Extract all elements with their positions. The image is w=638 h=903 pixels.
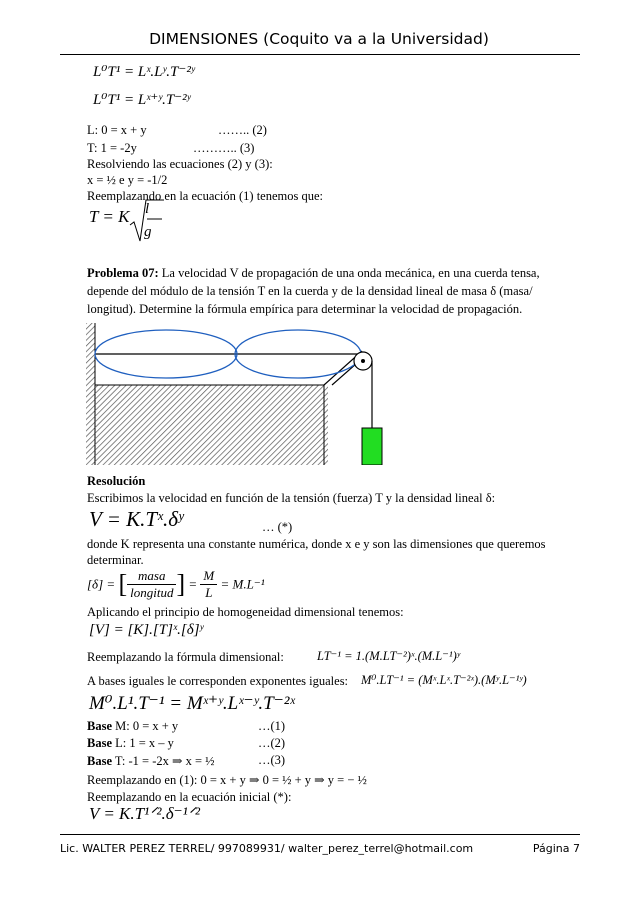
problem-07-line-1	[87, 266, 540, 281]
equation-velocity-ref: … (*)	[262, 520, 293, 534]
text-resolving: Resolviendo las ecuaciones (2) y (3):	[87, 157, 273, 171]
equation-exponents: M⁰.L¹.T⁻¹ = Mˣ⁺ʸ.Lˣ⁻ʸ.T⁻²ˣ	[89, 693, 295, 714]
equation-velocity: V = K.Tˣ.δʸ	[89, 507, 184, 531]
problem-07-label: Problema 07:	[87, 266, 159, 280]
base-l-ref: …(2)	[258, 736, 286, 750]
equation-dimensional-1: L⁰T¹ = Lˣ.Lʸ.T⁻²ʸ	[93, 64, 195, 80]
base-t-ref: …(3)	[258, 753, 286, 767]
footer-author: Lic. WALTER PEREZ TERREL/ 997089931/ walter_perez_terrel@hotmail.com	[60, 842, 474, 855]
resolution-line-2: donde K representa una constante numérica, donde x e y son las dimensiones que queremos	[87, 537, 546, 551]
problem-07-line-3: longitud). Determine la fórmula empírica para determinar la velocidad de propagación.	[87, 302, 523, 316]
base-l-line: Base L: 1 = x – y	[87, 736, 174, 750]
resolution-line-6: A bases iguales le corresponden exponentes iguales:	[87, 674, 349, 688]
hanging-mass	[362, 428, 382, 465]
resolution-line-1: Escribimos la velocidad en función de la tensión (fuerza) T y la densidad lineal δ:	[87, 491, 496, 505]
text-solution-xy: x = ½ e y = -1/2	[87, 173, 168, 187]
equation-ref-3: ……….. (3)	[193, 141, 255, 155]
sqrt-denominator: g	[144, 224, 152, 240]
density-fraction-2: $\frac{M}{L}$	[200, 568, 217, 601]
equation-line-T: T: 1 = -2y	[87, 141, 137, 155]
header-rule	[60, 54, 580, 55]
page-header-title: DIMENSIONES (Coquito va a la Universidad)	[149, 30, 489, 48]
problem-07-text-1: La velocidad V de propagación de una onda mecánica, en una cuerda tensa,	[158, 266, 540, 280]
footer-rule	[60, 834, 580, 835]
problem-07-line-2: depende del módulo de la tensión T en la cuerda y de la densidad lineal de masa δ (masa/	[87, 284, 533, 298]
formula-period	[89, 207, 129, 227]
resolution-line-8: Reemplazando en la ecuación inicial (*):	[87, 790, 292, 804]
wave-rope-figure	[86, 323, 416, 465]
table-block	[95, 385, 328, 465]
resolution-line-3: determinar.	[87, 553, 144, 567]
resolution-line-4: Aplicando el principio de homogeneidad dimensional tenemos:	[87, 605, 404, 619]
resolution-label: Resolución	[87, 474, 146, 488]
equation-replaced: LT⁻¹ = 1.(M.LT⁻²)ˣ.(M.L⁻¹)ʸ	[317, 649, 460, 663]
resolution-line-5: Reemplazando la fórmula dimensional:	[87, 650, 284, 664]
text-replacing-eq1: Reemplazando en la ecuación (1) tenemos que:	[87, 189, 324, 203]
resolution-line-7: Reemplazando en (1): 0 = x + y ⇒ 0 = ½ + y ⇒ y = − ½	[87, 773, 367, 787]
density-fraction-1: $\frac{\text{masa}}{\text{longitud}}$	[127, 568, 176, 601]
equation-ref-2: …….. (2)	[218, 123, 267, 137]
equation-dimensional-2: L⁰T¹ = Lˣ⁺ʸ.T⁻²ʸ	[93, 92, 191, 108]
base-m-line: Base M: 0 = x + y	[87, 719, 179, 733]
formula-period-lhs: T = K	[89, 207, 130, 226]
base-t-line: Base T: -1 = -2x ⇒ x = ½	[87, 754, 215, 768]
left-wall	[86, 323, 95, 465]
footer-page-number: Página 7	[532, 842, 580, 855]
sqrt-numerator: l	[145, 201, 150, 217]
base-m-ref: …(1)	[258, 719, 286, 733]
equation-line-L: L: 0 = x + y	[87, 123, 147, 137]
equation-bases: M⁰.LT⁻¹ = (Mˣ.Lˣ.T⁻²ˣ).(Mʸ.L⁻¹ʸ)	[361, 673, 527, 687]
equation-homogeneity: [V] = [K].[T]ˣ.[δ]ʸ	[89, 622, 204, 638]
equation-final: V = K.T¹ᐟ².δ⁻¹ᐟ²	[89, 804, 200, 823]
equation-density: [δ] = [ $\frac{\text{masa}}{\text{longitud}}$ ] = $\frac{M}{L}$ = M.L⁻¹	[87, 568, 265, 600]
